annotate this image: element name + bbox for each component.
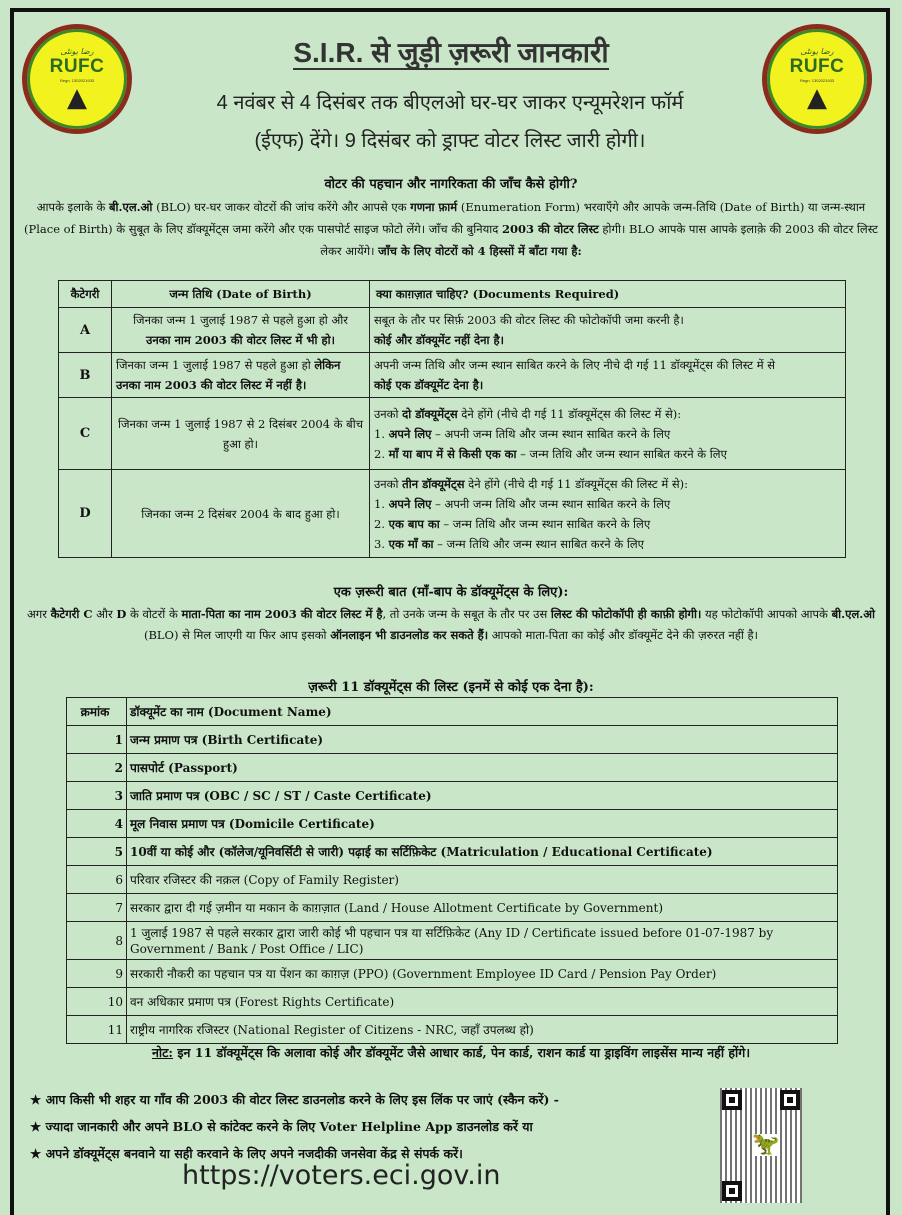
table-row xyxy=(67,1016,838,1044)
verification-paragraph: आपके इलाके के बी.एल.ओ (BLO) घर-घर जाकर वोटरों की जांच करेंगे और आपसे एक गणना फ़ार्म (Enumeration Form) भरवाएँगे और आपके जन्म-तिथि (Date of Birth) या जन्म-स्थान (Place of Birth) के सुबूत के लिए डॉक्यूमेंट्स जमा करेंगे और एक पासपोर्ट साइज फोटो लेंगे। जाँच की बुनियाद 2003 की वोटर लिस्ट होगी। BLO आपके पास आपके इलाक़े की 2003 की वोटर लिस्ट लेकर आयेंगे। जाँच के लिए वोटरों को 4 हिस्सों में बाँटा गया है: xyxy=(24,200,878,258)
doc-name: 1 जुलाई 1987 से पहले सरकार द्वारा जारी कोई भी पहचान पत्र या सर्टिफ़िकेट (Any ID / Certificate issued before 01-07-1987 by Government / Bank / Post Office / LIC) xyxy=(127,922,838,960)
doc-name: परिवार रजिस्टर की नक़ल (Copy of Family Register) xyxy=(127,866,838,894)
dob-cell: जिनका जन्म 1 जुलाई 1987 से पहले हुआ हो और उनका नाम 2003 की वोटर लिस्ट में भी हो। xyxy=(112,308,370,353)
doc-serial-number: 5 xyxy=(67,838,127,866)
doc-serial-number: 11 xyxy=(67,1016,127,1044)
table-row xyxy=(59,308,846,353)
important-paragraph: अगर कैटेगरी C और D के वोटरों के माता-पिता का नाम 2003 की वोटर लिस्ट में है, तो उनके जन्म के सबूत के तौर पर उस लिस्ट की फोटोकॉपी ही काफ़ी होगी। यह फोटोकॉपी आपको आपके बी.एल.ओ (BLO) से मिल जाएगी या फिर आप इसको ऑनलाइन भी डाउनलोड कर सकते हैं। आपको माता-पिता का कोई और डॉक्यूमेंट देने की ज़रुरत नहीं है। xyxy=(26,607,876,642)
note-text: नोट: इन 11 डॉक्यूमेंट्स कि अलावा कोई और डॉक्यूमेंट जैसे आधार कार्ड, पेन कार्ड, राशन कार्ड या ड्राइविंग लाइसेंस मान्य नहीं होंगे। xyxy=(151,1045,751,1060)
important-heading: एक ज़रूरी बात (माँ-बाप के डॉक्यूमेंट्स के लिए): xyxy=(333,585,569,600)
list-item: ★ आप किसी भी शहर या गाँव की 2003 की वोटर लिस्ट डाउनलोड करने के लिए इस लिंक पर जाएं (स्कैन करें) - xyxy=(30,1092,559,1107)
dob-cell: जिनका जन्म 1 जुलाई 1987 से पहले हुआ हो लेकिन उनका नाम 2003 की वोटर लिस्ट में नहीं है। xyxy=(112,353,370,398)
table-row xyxy=(67,726,838,754)
category-table xyxy=(58,280,846,558)
list-item: ★ ज्यादा जानकारी और अपने BLO से कांटेक्ट करने के लिए Voter Helpline App डाउनलोड करें या xyxy=(30,1119,533,1134)
doc-name: वन अधिकार प्रमाण पत्र (Forest Rights Certificate) xyxy=(127,988,838,1016)
table-row xyxy=(59,353,846,398)
docs-cell: अपनी जन्म तिथि और जन्म स्थान साबित करने के लिए नीचे दी गई 11 डॉक्यूमेंट्स की लिस्ट में से कोई एक डॉक्यूमेंट देना है। xyxy=(370,353,846,398)
doc-serial-number: 9 xyxy=(67,960,127,988)
docs-cell: उनको दो डॉक्यूमेंट्स देने होंगे (नीचे दी गई 11 डॉक्यूमेंट्स की लिस्ट में से): 1. अपने लिए – अपनी जन्म तिथि और जन्म स्थान साबित करने के लिए 2. माँ या बाप में से किसी एक का – जन्म तिथि और जन्म स्थान साबित करने के लिए xyxy=(370,398,846,470)
doc-name: सरकारी नौकरी का पहचान पत्र या पेंशन का काग़ज़ (PPO) (Government Employee ID Card / Pension Pay Order) xyxy=(127,960,838,988)
doc-serial-number: 4 xyxy=(67,810,127,838)
footer-bullets xyxy=(30,1086,710,1167)
doc-serial-number: 7 xyxy=(67,894,127,922)
logo-name: RUFC xyxy=(49,56,105,77)
doc-name: जाति प्रमाण पत्र (OBC / SC / ST / Caste Certificate) xyxy=(127,782,838,810)
star-icon: ★ xyxy=(30,1146,42,1161)
dinosaur-icon: 🦖 xyxy=(752,1132,780,1157)
documents-table xyxy=(66,697,838,1044)
qr-finder xyxy=(722,1181,742,1201)
doc-name: राष्ट्रीय नागरिक रजिस्टर (National Register of Citizens - NRC, जहाँ उपलब्ध हो) xyxy=(127,1016,838,1044)
category-label: B xyxy=(59,353,112,398)
page-title: S.I.R. से जुड़ी ज़रूरी जानकारी xyxy=(293,37,609,68)
category-label: D xyxy=(59,470,112,558)
logo-script-text: رضا یونٹی xyxy=(60,47,94,56)
table-row xyxy=(67,866,838,894)
table-row xyxy=(67,922,838,960)
qr-code[interactable] xyxy=(720,1088,802,1203)
table-row xyxy=(67,754,838,782)
page-subtitle: 4 नवंबर से 4 दिसंबर तक बीएलओ घर-घर जाकर एन्यूमरेशन फॉर्म (ईएफ) देंगे। 9 दिसंबर को ड्राफ्ट वोटर लिस्ट जारी होगी। xyxy=(216,92,684,152)
dob-cell: जिनका जन्म 2 दिसंबर 2004 के बाद हुआ हो। xyxy=(112,470,370,558)
doc-name: मूल निवास प्रमाण पत्र (Domicile Certificate) xyxy=(127,810,838,838)
handshake-icon: ▲ xyxy=(807,83,827,113)
voters-url-link[interactable]: https://voters.eci.gov.in xyxy=(182,1160,501,1191)
table-row xyxy=(67,838,838,866)
list-item: ★ अपने डॉक्यूमेंट्स बनवाने या सही करवाने के लिए अपने नजदीकी जनसेवा केंद्र से संपर्क करें। xyxy=(30,1146,463,1161)
doc-serial-number: 6 xyxy=(67,866,127,894)
logo-reg: Regn. 1302021933 xyxy=(799,78,835,83)
table-row xyxy=(67,960,838,988)
table-row xyxy=(67,988,838,1016)
handshake-icon: ▲ xyxy=(67,83,87,113)
table-header-row xyxy=(67,698,838,726)
doc-name: सरकार द्वारा दी गई ज़मीन या मकान के काग़ज़ात (Land / House Allotment Certificate by Government) xyxy=(127,894,838,922)
col-header-serial: क्रमांक xyxy=(67,698,127,726)
col-header-docs: क्या काग़ज़ात चाहिए? (Documents Required) xyxy=(370,281,846,308)
doc-serial-number: 3 xyxy=(67,782,127,810)
docs-cell: सबूत के तौर पर सिर्फ़ 2003 की वोटर लिस्ट की फोटोकॉपी जमा करनी है। कोई और डॉक्यूमेंट नहीं देना है। xyxy=(370,308,846,353)
dob-cell: जिनका जन्म 1 जुलाई 1987 से 2 दिसंबर 2004 के बीच हुआ हो। xyxy=(112,398,370,470)
table-row xyxy=(67,894,838,922)
table-row xyxy=(59,470,846,558)
doc-serial-number: 2 xyxy=(67,754,127,782)
qr-finder xyxy=(722,1090,742,1110)
table-header-row xyxy=(59,281,846,308)
docs-cell: उनको तीन डॉक्यूमेंट्स देने होंगे (नीचे दी गई 11 डॉक्यूमेंट्स की लिस्ट में से): 1. अपने लिए – अपनी जन्म तिथि और जन्म स्थान साबित करने के लिए 2. एक बाप का – जन्म तिथि और जन्म स्थान साबित करने के लिए 3. एक माँ का – जन्म तिथि और जन्म स्थान साबित करने के लिए xyxy=(370,470,846,558)
documents-heading: ज़रूरी 11 डॉक्यूमेंट्स की लिस्ट (इनमें से कोई एक देना है): xyxy=(308,680,594,695)
star-icon: ★ xyxy=(30,1092,42,1107)
doc-serial-number: 8 xyxy=(67,922,127,960)
table-row xyxy=(59,398,846,470)
doc-name: जन्म प्रमाण पत्र (Birth Certificate) xyxy=(127,726,838,754)
col-header-category: कैटेगरी xyxy=(59,281,112,308)
doc-name: पासपोर्ट (Passport) xyxy=(127,754,838,782)
col-header-doc-name: डॉक्यूमेंट का नाम (Document Name) xyxy=(127,698,838,726)
category-label: A xyxy=(59,308,112,353)
logo-reg: Regn. 1302021933 xyxy=(59,78,95,83)
col-header-dob: जन्म तिथि (Date of Birth) xyxy=(112,281,370,308)
doc-serial-number: 10 xyxy=(67,988,127,1016)
table-row xyxy=(67,782,838,810)
table-row xyxy=(67,810,838,838)
doc-serial-number: 1 xyxy=(67,726,127,754)
category-label: C xyxy=(59,398,112,470)
logo-script-text: رضا یونٹی xyxy=(800,47,834,56)
qr-finder xyxy=(780,1090,800,1110)
star-icon: ★ xyxy=(30,1119,42,1134)
verification-heading: वोटर की पहचान और नागरिकता की जाँच कैसे होगी? xyxy=(324,177,578,192)
doc-name: 10वीं या कोई और (कॉलेज/यूनिवर्सिटी से जारी) पढ़ाई का सर्टिफ़िकेट (Matriculation / Educational Certificate) xyxy=(127,838,838,866)
logo-name: RUFC xyxy=(789,56,845,77)
